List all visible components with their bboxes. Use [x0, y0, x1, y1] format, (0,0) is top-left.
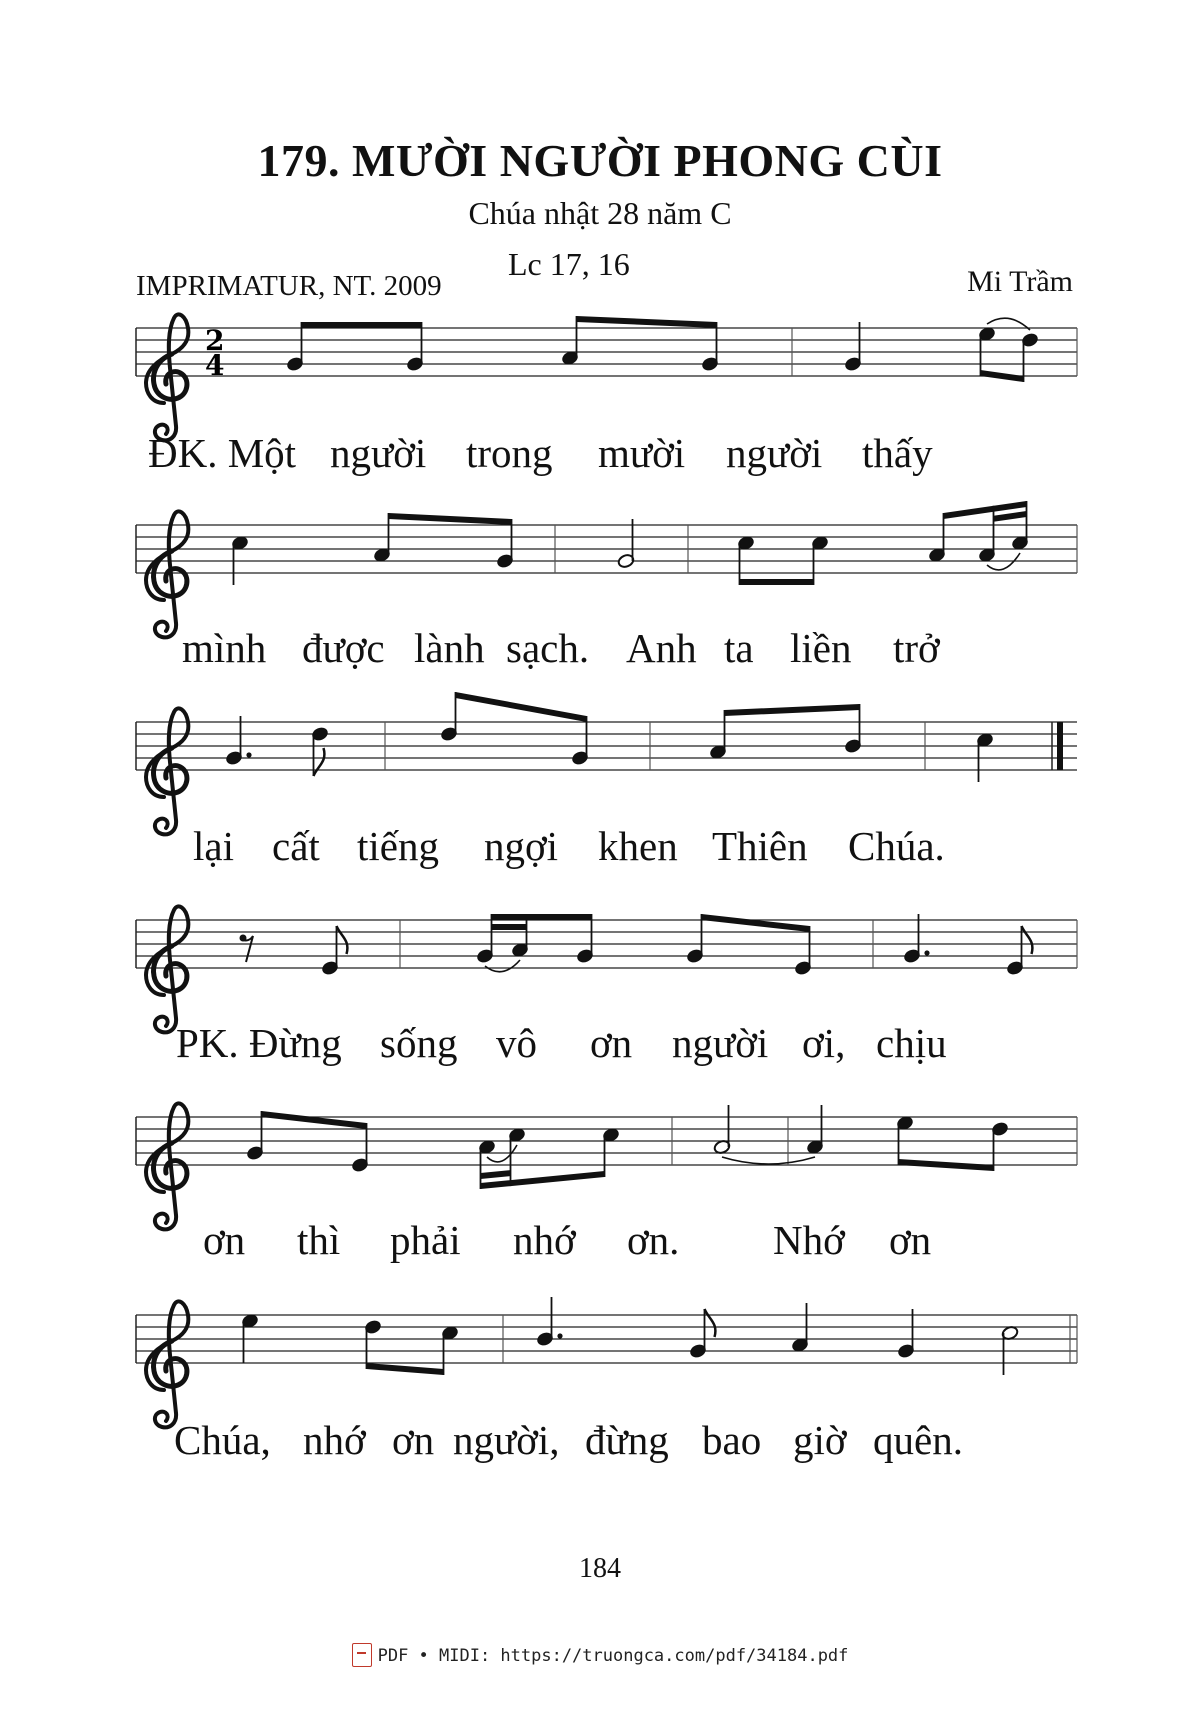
- note-g4: [897, 1309, 915, 1359]
- note-a4: [806, 1105, 824, 1155]
- treble-clef: [146, 511, 188, 637]
- lyric-line: [0, 625, 1200, 678]
- lyric-word: mười: [598, 430, 686, 476]
- imprimatur-note: IMPRIMATUR, NT. 2009: [136, 270, 442, 302]
- note-d5: [1021, 332, 1039, 382]
- lyric-word: sạch.: [506, 625, 590, 671]
- note-a4: [928, 513, 946, 563]
- secondary-beam: [492, 924, 527, 930]
- lyric-word: đừng: [585, 1417, 669, 1463]
- lyric-line: [0, 1020, 1200, 1073]
- note-c5: [602, 1127, 620, 1177]
- lyric-line: [0, 1217, 1200, 1270]
- note-a4: [713, 1105, 731, 1155]
- beam: [577, 316, 717, 328]
- lyric-word: liền: [790, 625, 852, 671]
- lyric-line: [0, 1417, 1200, 1470]
- treble-clef: [146, 1103, 188, 1229]
- note-e4: [794, 926, 812, 976]
- lyric-word: ơi,: [802, 1020, 846, 1066]
- beam: [492, 914, 592, 920]
- time-signature-bottom: 4: [205, 349, 225, 382]
- treble-clef: [146, 314, 188, 440]
- tie: [722, 1157, 815, 1164]
- staff-system-3: [0, 682, 1200, 812]
- note-a4: [709, 710, 727, 760]
- note-g4: [246, 1111, 264, 1161]
- lyric-word: chịu: [876, 1020, 947, 1066]
- note-g4: [286, 322, 304, 372]
- lyric-word: ĐK. Một: [148, 430, 297, 476]
- lyric-word: nhớ: [513, 1217, 576, 1263]
- beam: [981, 370, 1024, 382]
- lyric-word: trở: [893, 625, 940, 671]
- note-g4: [617, 519, 635, 569]
- note-b4: [844, 704, 862, 754]
- note-flag: [705, 1309, 716, 1337]
- lyric-word: cất: [272, 823, 320, 869]
- note-e4: [351, 1123, 369, 1173]
- note-g4: [476, 914, 494, 964]
- note-g4: [406, 322, 424, 372]
- lyric-word: vô: [496, 1020, 537, 1066]
- lyric-word: phải: [390, 1217, 461, 1263]
- lyric-word: ơn: [590, 1020, 633, 1066]
- note-g4: [496, 519, 514, 569]
- note-g4: [844, 322, 862, 372]
- lyric-word: ơn: [889, 1217, 932, 1263]
- note-flag: [1022, 926, 1033, 954]
- eighth-rest: [240, 935, 254, 963]
- note-c5: [441, 1325, 459, 1375]
- lyric-word: người,: [453, 1417, 560, 1463]
- staff-system-1: [0, 288, 1200, 418]
- lyric-word: trong: [466, 430, 553, 476]
- composer-name: Mi Trầm: [967, 265, 1073, 298]
- lyric-word: lành: [414, 625, 485, 671]
- lyric-line: [0, 430, 1200, 483]
- staff-system-5: [0, 1077, 1200, 1207]
- footer-link[interactable]: [0, 1643, 1200, 1667]
- lyric-word: ta: [724, 625, 754, 671]
- staff-system-4: [0, 880, 1200, 1010]
- secondary-beam: [481, 1170, 511, 1179]
- lyric-line: [0, 823, 1200, 876]
- lyric-word: khen: [598, 823, 678, 869]
- lyric-word: giờ: [793, 1417, 847, 1463]
- note-c5: [1001, 1325, 1019, 1375]
- beam: [740, 579, 814, 585]
- lyric-word: Nhớ: [773, 1217, 845, 1263]
- lyric-word: Thiên: [712, 823, 808, 869]
- note-g4: [576, 914, 594, 964]
- page-number: 184: [579, 1553, 621, 1584]
- final-barline-thick: [1057, 722, 1063, 770]
- note-a4: [561, 316, 579, 366]
- note-c5: [976, 732, 994, 782]
- beam: [302, 322, 422, 328]
- lyric-word: bao: [702, 1417, 762, 1463]
- staff-system-2: [0, 485, 1200, 615]
- lyric-word: người: [330, 430, 427, 476]
- lyric-word: tiếng: [357, 823, 439, 869]
- note-c5: [737, 535, 755, 585]
- lyric-word: ngợi: [484, 823, 559, 869]
- beam: [262, 1111, 367, 1129]
- note-c5: [231, 535, 249, 585]
- song-subtitle: Chúa nhật 28 năm C: [468, 195, 732, 231]
- note-flag: [314, 748, 325, 776]
- note-d5: [440, 692, 458, 742]
- note-g4: [686, 914, 704, 964]
- lyric-word: được: [302, 625, 385, 671]
- beam: [456, 692, 587, 722]
- lyric-word: ơn: [203, 1217, 246, 1263]
- lyric-word: ơn.: [627, 1217, 680, 1263]
- note-c5: [811, 535, 829, 585]
- note-flag: [337, 926, 348, 954]
- note-c5: [508, 1127, 526, 1186]
- lyric-word: mình: [182, 625, 267, 671]
- lyric-word: người: [672, 1020, 769, 1066]
- note-g4: [571, 716, 589, 766]
- lyric-word: lại: [193, 823, 234, 869]
- song-title: 179. MƯỜI NGƯỜI PHONG CÙI: [257, 135, 943, 186]
- treble-clef: [146, 708, 188, 834]
- lyric-word: quên.: [873, 1417, 963, 1463]
- treble-clef: [146, 1301, 188, 1427]
- note-d5: [311, 726, 329, 776]
- treble-clef: [146, 906, 188, 1032]
- staff-system-6: [0, 1275, 1200, 1405]
- lyric-word: Chúa,: [174, 1417, 271, 1463]
- note-e5: [896, 1115, 914, 1165]
- secondary-beam: [994, 511, 1027, 522]
- note-d5: [991, 1121, 1009, 1171]
- lyric-word: người: [726, 430, 823, 476]
- beam: [725, 704, 860, 716]
- note-e5: [978, 326, 996, 376]
- beam: [389, 513, 512, 525]
- note-d5: [364, 1319, 382, 1369]
- note-a4: [978, 506, 996, 563]
- lyric-word: nhớ: [303, 1417, 366, 1463]
- lyric-word: sống: [380, 1020, 458, 1066]
- note-a4: [478, 1139, 496, 1189]
- beam: [899, 1159, 994, 1171]
- time-signature-top: 2: [205, 324, 225, 357]
- beam: [702, 914, 810, 932]
- lyric-word: Chúa.: [848, 823, 945, 869]
- lyric-word: thì: [297, 1217, 341, 1263]
- note-a4: [373, 513, 391, 563]
- slur: [485, 960, 520, 972]
- pdf-file-icon: [352, 1643, 372, 1667]
- scripture-reference: Lc 17, 16: [508, 246, 630, 282]
- note-a4: [791, 1303, 809, 1353]
- footer-text: PDF • MIDI: https://truongca.com/pdf/34184.pdf: [377, 1646, 849, 1666]
- lyric-word: Anh: [626, 625, 697, 671]
- beam: [367, 1363, 444, 1375]
- lyric-word: PK. Đừng: [176, 1020, 342, 1066]
- note-e5: [241, 1313, 259, 1363]
- note-g4: [701, 322, 719, 372]
- lyric-word: ơn: [392, 1417, 435, 1463]
- lyric-word: thấy: [862, 430, 933, 476]
